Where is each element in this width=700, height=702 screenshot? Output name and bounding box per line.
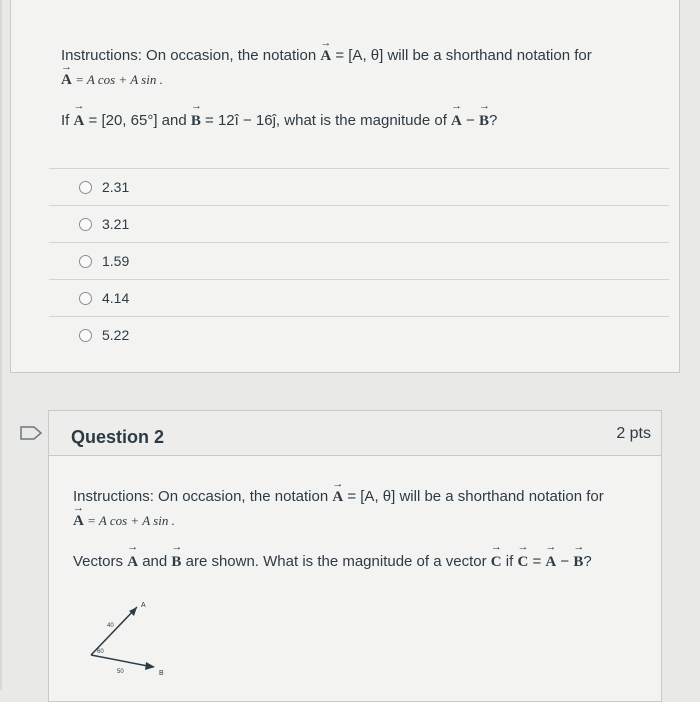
vector-b-label: B <box>159 670 164 677</box>
answer-option[interactable] <box>49 279 669 316</box>
length-a-label: 40 <box>107 623 114 629</box>
vector-a-symbol: → A <box>320 44 331 68</box>
answer-option[interactable] <box>49 168 669 205</box>
vector-diagram <box>79 601 179 691</box>
vector-b-arrowhead <box>145 662 155 670</box>
angle-label: 60 <box>97 649 104 655</box>
question-2-points: 2 pts <box>616 425 651 442</box>
answer-option[interactable] <box>49 242 669 279</box>
question-2-body <box>73 485 633 571</box>
instructions-label: Instructions: <box>73 488 154 505</box>
answer-list <box>49 168 669 353</box>
vector-a-symbol: → A <box>332 485 343 509</box>
question-2-instructions: Instructions: On occasion, the notation → A = [A, θ] will be a shorthand notation for → A = A cos + A sin . <box>73 485 633 533</box>
length-b-label: 50 <box>117 669 124 675</box>
radio-button[interactable] <box>79 329 92 342</box>
vector-c-symbol: → C <box>517 554 528 571</box>
vector-a-symbol: → A <box>451 113 462 130</box>
flag-icon[interactable] <box>20 426 42 440</box>
answer-label: 1.59 <box>102 253 130 269</box>
vector-a-symbol: → A <box>545 554 556 571</box>
question-1-instructions: Instructions: On occasion, the notation → A = [A, θ] will be a shorthand notation for → A = A cos + A sin . <box>61 44 651 92</box>
answer-option[interactable] <box>49 205 669 242</box>
vector-b-symbol: → B <box>573 554 583 571</box>
question-2-prompt: Vectors → A and → B are shown. What is the magnitude of a vector → C if → C = → A − → B? <box>73 553 633 571</box>
answer-label: 2.31 <box>102 179 130 195</box>
radio-button[interactable] <box>79 181 92 194</box>
answer-label: 4.14 <box>102 290 130 306</box>
vector-b-line <box>91 655 153 667</box>
vector-a-line <box>91 607 137 655</box>
vector-b-symbol: → B <box>479 113 489 130</box>
question-1-card <box>10 0 680 373</box>
answer-option[interactable] <box>49 316 669 353</box>
answer-label: 3.21 <box>102 216 130 232</box>
left-border <box>0 0 2 690</box>
question-1-prompt: If → A = [20, 65°] and → B = 12î − 16ĵ, what is the magnitude of → A − → B? <box>61 112 651 130</box>
vector-c-symbol: → C <box>491 554 502 571</box>
radio-button[interactable] <box>79 255 92 268</box>
question-2-title: Question 2 <box>71 427 165 447</box>
question-2-header <box>49 411 661 456</box>
expansion-formula: = A cos + A sin . <box>71 72 163 87</box>
vector-a-symbol: → A <box>74 113 85 130</box>
radio-button[interactable] <box>79 218 92 231</box>
radio-button[interactable] <box>79 292 92 305</box>
question-1-body <box>61 44 651 130</box>
question-2-card <box>48 410 662 702</box>
expansion-formula: = A cos + A sin . <box>83 513 175 528</box>
answer-label: 5.22 <box>102 327 130 343</box>
vector-a-label: A <box>141 602 146 609</box>
vector-a-symbol: → A <box>61 68 72 92</box>
vector-b-symbol: → B <box>191 113 201 130</box>
instructions-label: Instructions: <box>61 47 142 64</box>
vector-a-symbol: → A <box>73 509 84 533</box>
vector-a-symbol: → A <box>127 554 138 571</box>
vector-b-symbol: → B <box>171 554 181 571</box>
